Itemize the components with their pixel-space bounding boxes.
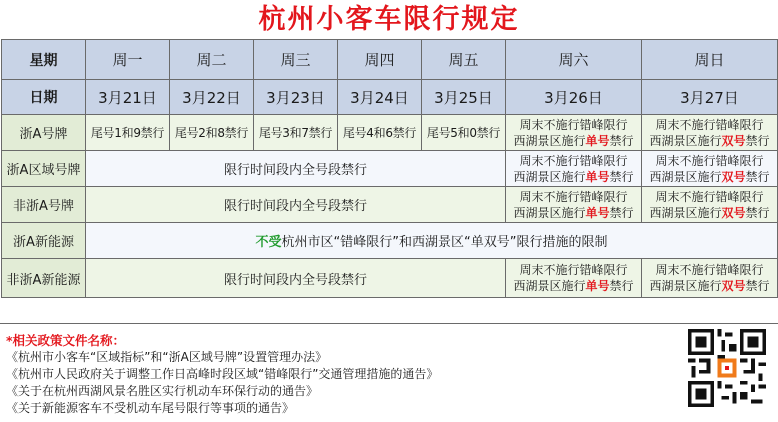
non-zhe-a-rule: 限行时间段内全号段禁行 <box>86 187 506 223</box>
weekend-line2-prefix: 西湖景区施行 <box>513 133 586 148</box>
notes-title: *相关政策文件名称： <box>6 333 126 348</box>
weekday-sat: 周六 <box>506 40 642 80</box>
weekend-rule-sun <box>642 151 778 187</box>
date-row <box>2 80 778 115</box>
tail-rule-tue: 尾号2和8禁行 <box>170 115 254 151</box>
date-mon: 3月21日 <box>86 80 170 115</box>
weekend-line1: 周末不施行错峰限行 <box>655 189 764 204</box>
tail-rule-mon: 尾号1和9禁行 <box>86 115 170 151</box>
policy-document: 《关于在杭州西湖风景名胜区实行机动车环保行动的通告》 <box>6 384 319 398</box>
weekend-line2-suffix: 禁行 <box>609 279 634 293</box>
tail-rule-wed: 尾号3和7禁行 <box>254 115 338 151</box>
weekend-type-odd: 单号 <box>585 205 610 220</box>
weekend-line2-suffix: 禁行 <box>609 133 634 148</box>
weekend-type-odd: 单号 <box>585 279 610 293</box>
zhe-a-nev-rule <box>86 223 778 259</box>
weekend-type-even: 双号 <box>721 279 746 293</box>
weekend-line1: 周末不施行错峰限行 <box>519 117 628 132</box>
date-fri: 3月25日 <box>422 80 506 115</box>
weekend-line2-suffix: 禁行 <box>609 205 634 220</box>
zhe-a-region-rule: 限行时间段内全号段禁行 <box>86 151 506 187</box>
non-zhe-a-nev-rule: 限行时间段内全号段禁行 <box>86 259 506 298</box>
weekend-line2-suffix: 禁行 <box>745 169 770 184</box>
weekend-line1: 周末不施行错峰限行 <box>655 263 764 277</box>
weekend-line2-suffix: 禁行 <box>609 169 634 184</box>
tail-rule-fri: 尾号5和0禁行 <box>422 115 506 151</box>
weekend-line1: 周末不施行错峰限行 <box>655 153 764 168</box>
zhe-a-region-row <box>2 151 778 187</box>
date-thu: 3月24日 <box>338 80 422 115</box>
weekend-rule-sun <box>642 187 778 223</box>
weekday-thu: 周四 <box>338 40 422 80</box>
weekend-line2-suffix: 禁行 <box>745 279 770 293</box>
date-sun: 3月27日 <box>642 80 778 115</box>
weekend-line2-suffix: 禁行 <box>745 133 770 148</box>
date-tue: 3月22日 <box>170 80 254 115</box>
weekend-rule-sat <box>506 115 642 151</box>
weekend-line1: 周末不施行错峰限行 <box>655 117 764 132</box>
weekend-line1: 周末不施行错峰限行 <box>519 153 628 168</box>
date-label: 日期 <box>2 80 86 115</box>
weekday-row <box>2 40 778 80</box>
weekend-rule-sat <box>506 151 642 187</box>
weekend-line2-prefix: 西湖景区施行 <box>649 133 722 148</box>
weekend-line1: 周末不施行错峰限行 <box>519 189 628 204</box>
weekend-rule-sat <box>506 259 642 298</box>
exempt-prefix: 不受 <box>255 235 282 250</box>
restriction-table <box>1 39 778 298</box>
policy-document: 《杭州市小客车“区域指标”和“浙A区域号牌”设置管理办法》 <box>6 350 328 364</box>
zhe-a-label: 浙A号牌 <box>2 115 86 151</box>
weekday-tue: 周二 <box>170 40 254 80</box>
weekend-line1: 周末不施行错峰限行 <box>519 263 628 277</box>
weekend-line2-prefix: 西湖景区施行 <box>649 205 722 220</box>
zhe-a-nev-label: 浙A新能源 <box>2 223 86 259</box>
non-zhe-a-row <box>2 187 778 223</box>
weekend-rule-sun <box>642 115 778 151</box>
weekend-line2-suffix: 禁行 <box>745 205 770 220</box>
weekend-type-even: 双号 <box>721 133 746 148</box>
weekday-mon: 周一 <box>86 40 170 80</box>
qr-code-icon <box>688 329 766 407</box>
weekend-line2-prefix: 西湖景区施行 <box>513 279 586 293</box>
non-zhe-a-nev-row <box>2 259 778 298</box>
weekday-sun: 周日 <box>642 40 778 80</box>
weekend-type-odd: 单号 <box>585 169 610 184</box>
zhe-a-region-label: 浙A区域号牌 <box>2 151 86 187</box>
weekday-label: 星期 <box>2 40 86 80</box>
policy-document: 《关于新能源客车不受机动车尾号限行等事项的通告》 <box>6 401 295 415</box>
zhe-a-nev-row <box>2 223 778 259</box>
policy-notes-section <box>0 323 778 422</box>
weekend-type-odd: 单号 <box>585 133 610 148</box>
weekday-wed: 周三 <box>254 40 338 80</box>
weekend-rule-sat <box>506 187 642 223</box>
page-title: 杭州小客车限行规定 <box>258 4 520 35</box>
tail-rule-thu: 尾号4和6禁行 <box>338 115 422 151</box>
weekend-type-even: 双号 <box>721 205 746 220</box>
date-sat: 3月26日 <box>506 80 642 115</box>
exempt-text: 杭州市区“错峰限行”和西湖景区“单双号”限行措施的限制 <box>281 235 608 250</box>
weekday-fri: 周五 <box>422 40 506 80</box>
weekend-type-even: 双号 <box>721 169 746 184</box>
non-zhe-a-nev-label: 非浙A新能源 <box>2 259 86 298</box>
zhe-a-row <box>2 115 778 151</box>
policy-notes <box>6 332 438 417</box>
non-zhe-a-label: 非浙A号牌 <box>2 187 86 223</box>
date-wed: 3月23日 <box>254 80 338 115</box>
weekend-line2-prefix: 西湖景区施行 <box>649 169 722 184</box>
policy-document: 《杭州市人民政府关于调整工作日高峰时段区域“错峰限行”交通管理措施的通告》 <box>6 367 439 381</box>
weekend-rule-sun <box>642 259 778 298</box>
weekend-line2-prefix: 西湖景区施行 <box>513 169 586 184</box>
weekend-line2-prefix: 西湖景区施行 <box>513 205 586 220</box>
weekend-line2-prefix: 西湖景区施行 <box>649 279 722 293</box>
